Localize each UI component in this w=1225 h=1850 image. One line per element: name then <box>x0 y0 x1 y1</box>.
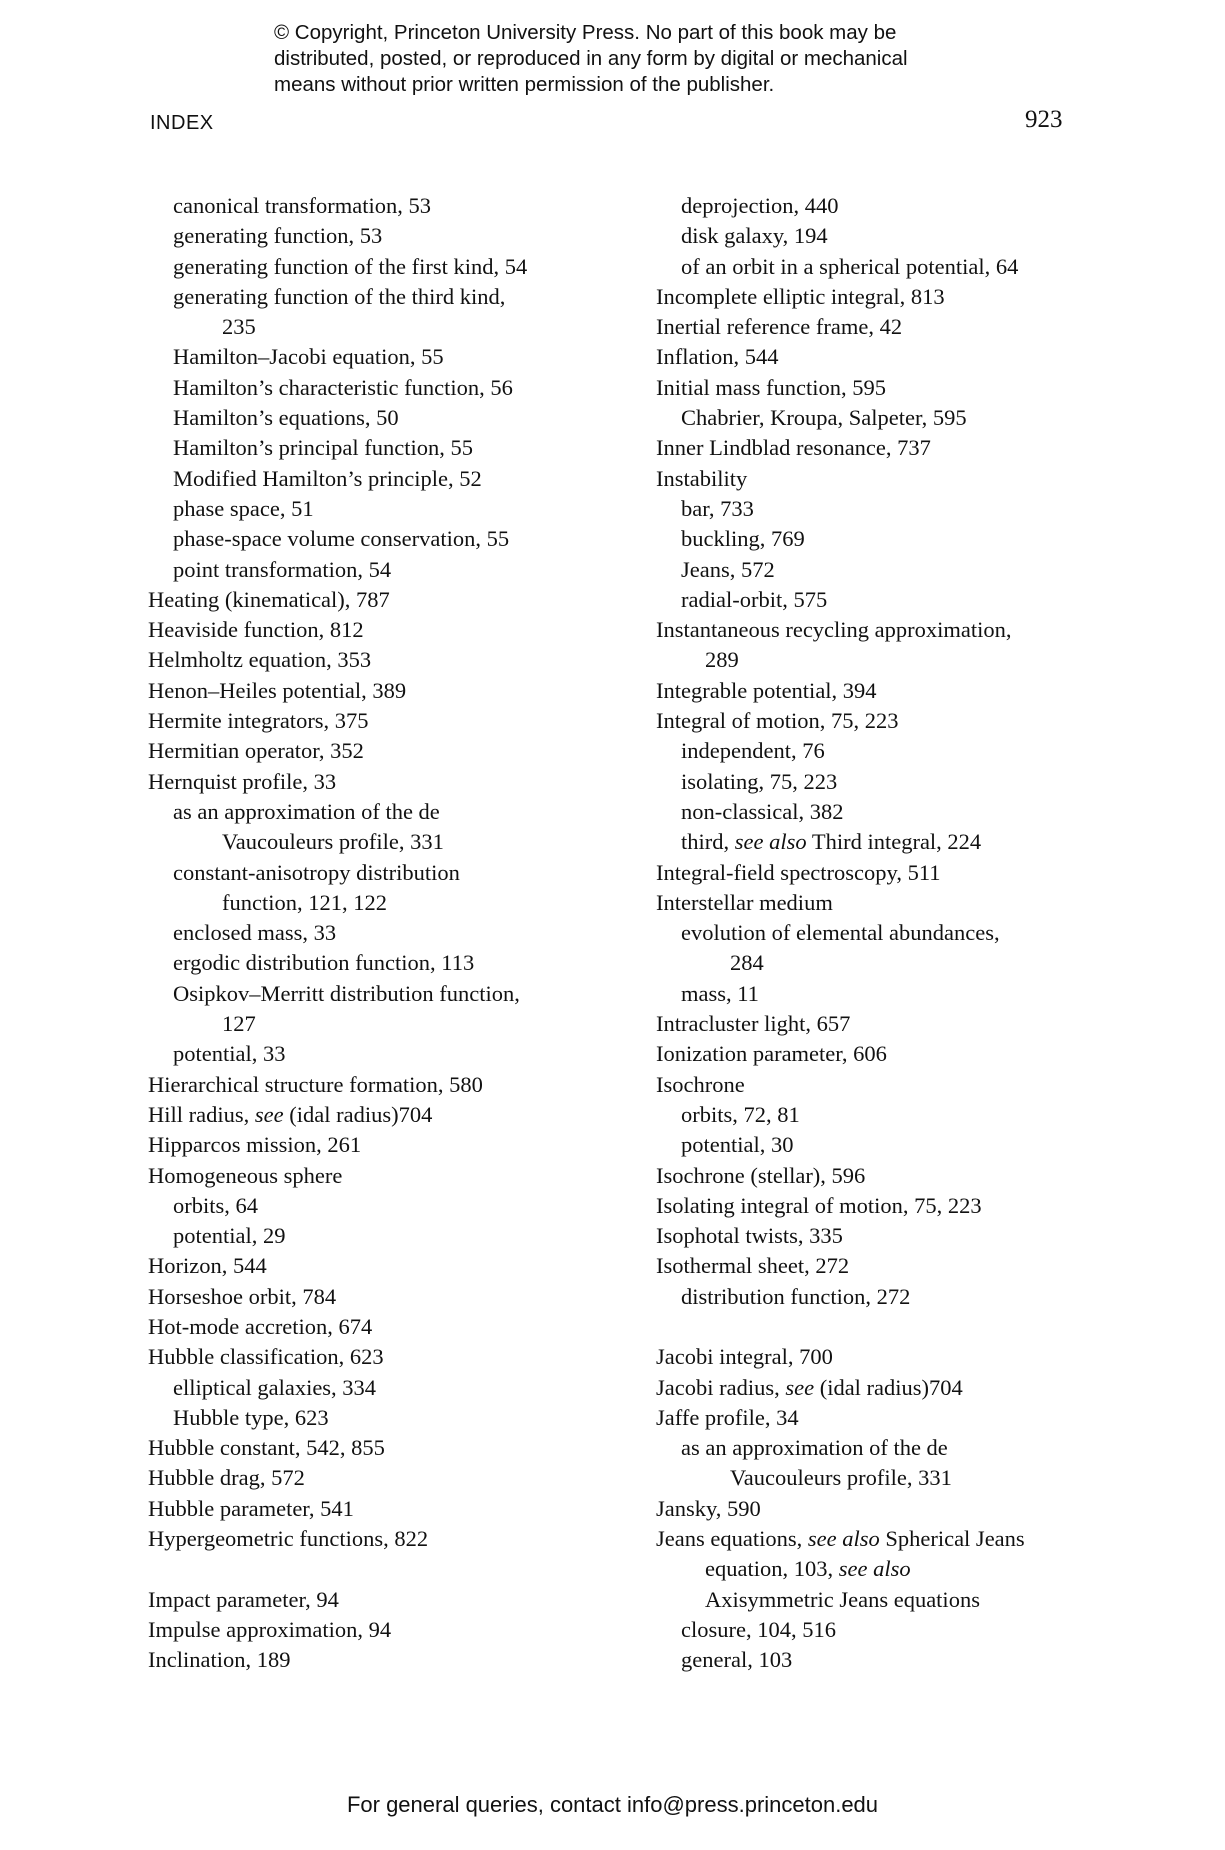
index-subentry <box>656 827 1096 857</box>
index-subentry <box>656 1282 1096 1312</box>
index-entry <box>656 1251 1096 1281</box>
entry-text: Inclination, 189 <box>148 1647 291 1673</box>
entry-text: Jansky, 590 <box>656 1495 761 1521</box>
entry-text: Intracluster light, 657 <box>656 1011 851 1037</box>
index-entry <box>656 676 1096 706</box>
index-entry <box>148 1100 618 1130</box>
index-subentry <box>656 494 1096 524</box>
index-subentry <box>148 464 618 494</box>
letter-group-gap <box>656 1312 1096 1342</box>
entry-text: Hill radius, <box>148 1101 255 1127</box>
index-entry <box>148 1463 618 1493</box>
entry-text: Hamilton’s characteristic function, 56 <box>173 374 513 400</box>
index-entry <box>656 1524 1096 1615</box>
entry-text: (idal radius)704 <box>814 1374 963 1400</box>
index-subentry <box>148 221 618 251</box>
index-entry <box>656 1161 1096 1191</box>
index-entry <box>656 1039 1096 1069</box>
entry-text: Impulse approximation, 94 <box>148 1616 392 1642</box>
entry-text: closure, 104, 516 <box>681 1616 836 1642</box>
entry-text: as an approximation of the de <box>681 1435 948 1461</box>
entry-text: Jeans equations, <box>656 1526 808 1552</box>
index-entry <box>656 858 1096 888</box>
entry-text: Henon–Heiles potential, 389 <box>148 677 407 703</box>
entry-text: isolating, 75, 223 <box>681 768 838 794</box>
entry-continuation: 235 <box>222 314 256 340</box>
entry-text: Hierarchical structure formation, 580 <box>148 1071 483 1097</box>
index-subentry <box>148 858 618 919</box>
see-reference: see also <box>734 829 807 855</box>
index-entry <box>656 282 1096 312</box>
index-subentry <box>148 1373 618 1403</box>
entry-text: Horizon, 544 <box>148 1253 267 1279</box>
index-subentry <box>148 1191 618 1221</box>
index-entry <box>656 1494 1096 1524</box>
entry-text: enclosed mass, 33 <box>173 920 337 946</box>
index-entry <box>148 1251 618 1281</box>
entry-text: Jacobi integral, 700 <box>656 1344 833 1370</box>
index-subentry <box>148 979 618 1040</box>
entry-text: Inertial reference frame, 42 <box>656 314 903 340</box>
index-entry <box>656 888 1096 918</box>
index-subentry <box>656 403 1096 433</box>
entry-text: Integral of motion, 75, 223 <box>656 708 899 734</box>
entry-text: orbits, 64 <box>173 1192 259 1218</box>
entry-continuation: Vaucouleurs profile, 331 <box>730 1465 952 1491</box>
entry-text: general, 103 <box>681 1647 793 1673</box>
index-entry <box>656 373 1096 403</box>
index-subentry <box>148 948 618 978</box>
index-subentry <box>656 1130 1096 1160</box>
index-entry <box>148 1282 618 1312</box>
index-subentry <box>148 342 618 372</box>
entry-text: deprojection, 440 <box>681 193 839 218</box>
entry-text: non-classical, 382 <box>681 798 844 824</box>
entry-text: Isothermal sheet, 272 <box>656 1253 850 1279</box>
entry-text: buckling, 769 <box>681 526 805 552</box>
entry-continuation: 127 <box>222 1011 256 1037</box>
entry-text: Hubble classification, 623 <box>148 1344 384 1370</box>
copyright-line: distributed, posted, or reproduced in any form by digital or mechanical <box>274 47 908 70</box>
entry-text: disk galaxy, 194 <box>681 223 828 249</box>
index-entry <box>656 342 1096 372</box>
index-entry <box>148 1161 618 1191</box>
entry-text: evolution of elemental abundances, <box>681 920 1000 946</box>
index-column-left <box>148 191 618 1676</box>
index-entry <box>148 767 618 797</box>
footer-contact: For general queries, contact info@press.princeton.edu <box>346 1792 879 1817</box>
running-head: INDEX <box>150 112 214 134</box>
entry-text: Isolating integral of motion, 75, 223 <box>656 1192 982 1218</box>
entry-text: potential, 30 <box>681 1132 794 1158</box>
entry-text: Integral-field spectroscopy, 511 <box>656 859 941 885</box>
index-subentry <box>656 736 1096 766</box>
index-subentry <box>148 282 618 343</box>
entry-text: Isochrone <box>656 1071 745 1097</box>
entry-text: Hamilton’s equations, 50 <box>173 405 399 431</box>
entry-text: generating function of the first kind, 54 <box>173 253 528 279</box>
index-subentry <box>656 191 1096 221</box>
index-subentry <box>656 555 1096 585</box>
entry-text: Ionization parameter, 606 <box>656 1041 887 1067</box>
letter-group-gap <box>148 1554 618 1584</box>
index-subentry <box>148 494 618 524</box>
index-entry <box>148 615 618 645</box>
entry-text: constant-anisotropy distribution <box>173 859 460 885</box>
index-subentry <box>148 555 618 585</box>
entry-text: Inner Lindblad resonance, 737 <box>656 435 931 461</box>
entry-text: point transformation, 54 <box>173 556 392 582</box>
see-reference: see also <box>838 1556 911 1582</box>
entry-text: Instantaneous recycling approximation, <box>656 617 1012 643</box>
entry-text: bar, 733 <box>681 495 754 521</box>
index-entry <box>656 1221 1096 1251</box>
entry-continuation: Vaucouleurs profile, 331 <box>222 829 444 855</box>
entry-text: ergodic distribution function, 113 <box>173 950 475 976</box>
index-column-right <box>656 191 1096 1676</box>
entry-text: Spherical Jeans <box>879 1526 1025 1552</box>
entry-continuation <box>656 1554 1096 1584</box>
index-subentry <box>656 252 1096 282</box>
entry-text: Homogeneous sphere <box>148 1162 343 1188</box>
index-subentry <box>148 373 618 403</box>
entry-text: Third integral, 224 <box>806 829 982 855</box>
index-subentry <box>148 797 618 858</box>
index-subentry <box>148 1403 618 1433</box>
entry-text: Hot-mode accretion, 674 <box>148 1313 373 1339</box>
index-entry <box>148 1342 618 1372</box>
entry-continuation: Axisymmetric Jeans equations <box>705 1586 980 1612</box>
entry-text: phase space, 51 <box>173 495 314 521</box>
index-entry <box>656 1373 1096 1403</box>
index-subentry <box>148 918 618 948</box>
page-number: 923 <box>1025 106 1063 133</box>
entry-text: orbits, 72, 81 <box>681 1101 800 1127</box>
index-entry <box>148 1433 618 1463</box>
index-subentry <box>148 252 618 282</box>
entry-text: third, <box>681 829 735 855</box>
index-entry <box>148 676 618 706</box>
index-entry <box>148 706 618 736</box>
index-entry <box>656 1403 1096 1433</box>
entry-continuation: 284 <box>730 950 764 976</box>
entry-text: Impact parameter, 94 <box>148 1586 339 1612</box>
entry-text: (idal radius)704 <box>283 1101 433 1127</box>
copyright-line: © Copyright, Princeton University Press. No part of this book may be <box>274 21 897 44</box>
index-subentry <box>656 767 1096 797</box>
entry-text: as an approximation of the de <box>173 798 440 824</box>
index-entry <box>148 1312 618 1342</box>
index-entry <box>148 736 618 766</box>
index-subentry <box>656 1100 1096 1130</box>
entry-text: elliptical galaxies, 334 <box>173 1374 377 1400</box>
entry-text: potential, 33 <box>173 1041 286 1067</box>
index-subentry <box>656 1615 1096 1645</box>
index-entry <box>656 1070 1096 1100</box>
entry-text: Hubble type, 623 <box>173 1404 329 1430</box>
index-subentry <box>148 191 618 221</box>
index-subentry <box>656 1645 1096 1675</box>
index-subentry <box>656 979 1096 1009</box>
index-entry <box>656 464 1096 494</box>
entry-continuation: function, 121, 122 <box>222 889 387 915</box>
entry-text: of an orbit in a spherical potential, 64 <box>681 253 1019 279</box>
entry-text: distribution function, 272 <box>681 1283 911 1309</box>
copyright-notice <box>274 20 974 98</box>
index-entry <box>656 312 1096 342</box>
index-entry <box>656 1342 1096 1372</box>
entry-text: equation, 103, <box>705 1556 839 1582</box>
index-subentry <box>656 1433 1096 1494</box>
index-entry <box>656 1009 1096 1039</box>
index-entry <box>148 1070 618 1100</box>
index-subentry <box>656 221 1096 251</box>
entry-text: Hipparcos mission, 261 <box>148 1132 362 1158</box>
entry-text: Hernquist profile, 33 <box>148 768 337 794</box>
entry-text: Isophotal twists, 335 <box>656 1223 843 1249</box>
entry-text: Jeans, 572 <box>681 556 775 582</box>
entry-text: Jacobi radius, <box>656 1374 786 1400</box>
entry-text: Interstellar medium <box>656 889 833 915</box>
entry-text: canonical transformation, 53 <box>173 193 432 218</box>
entry-text: Hamilton’s principal function, 55 <box>173 435 473 461</box>
entry-text: Hermite integrators, 375 <box>148 708 369 734</box>
index-entry <box>148 1130 618 1160</box>
entry-text: Isochrone (stellar), 596 <box>656 1162 866 1188</box>
index-entry <box>148 1494 618 1524</box>
entry-text: Chabrier, Kroupa, Salpeter, 595 <box>681 405 967 431</box>
index-entry <box>656 1191 1096 1221</box>
index-entry <box>656 615 1096 676</box>
entry-text: Heaviside function, 812 <box>148 617 364 643</box>
index-subentry <box>656 918 1096 979</box>
entry-text: generating function of the third kind, <box>173 283 506 309</box>
index-entry <box>148 645 618 675</box>
index-entry <box>148 1524 618 1554</box>
entry-text: Osipkov–Merritt distribution function, <box>173 980 520 1006</box>
index-entry <box>148 1615 618 1645</box>
entry-text: generating function, 53 <box>173 223 383 249</box>
entry-text: Inflation, 544 <box>656 344 779 370</box>
entry-text: Hamilton–Jacobi equation, 55 <box>173 344 444 370</box>
entry-text: independent, 76 <box>681 738 825 764</box>
entry-text: Modified Hamilton’s principle, 52 <box>173 465 482 491</box>
index-subentry <box>148 1039 618 1069</box>
entry-text: Incomplete elliptic integral, 813 <box>656 283 945 309</box>
see-reference: see also <box>807 1526 880 1552</box>
copyright-line: means without prior written permission of the publisher. <box>274 73 775 96</box>
entry-text: Initial mass function, 595 <box>656 374 886 400</box>
see-reference: see <box>254 1101 284 1127</box>
entry-text: Hubble drag, 572 <box>148 1465 305 1491</box>
entry-text: Hermitian operator, 352 <box>148 738 364 764</box>
index-subentry <box>656 524 1096 554</box>
index-entry <box>656 433 1096 463</box>
index-subentry <box>148 524 618 554</box>
entry-text: phase-space volume conservation, 55 <box>173 526 510 552</box>
entry-text: mass, 11 <box>681 980 759 1006</box>
entry-continuation: 289 <box>705 647 739 673</box>
index-subentry <box>148 433 618 463</box>
index-entry <box>148 1645 618 1675</box>
index-entry <box>656 706 1096 736</box>
entry-text: Hypergeometric functions, 822 <box>148 1526 429 1552</box>
see-reference: see <box>785 1374 815 1400</box>
index-subentry <box>148 1221 618 1251</box>
entry-text: Helmholtz equation, 353 <box>148 647 372 673</box>
index-subentry <box>656 585 1096 615</box>
entry-text: Instability <box>656 465 748 491</box>
entry-text: Jaffe profile, 34 <box>656 1404 799 1430</box>
entry-text: radial-orbit, 575 <box>681 586 828 612</box>
entry-text: potential, 29 <box>173 1223 286 1249</box>
index-subentry <box>656 797 1096 827</box>
index-entry <box>148 585 618 615</box>
entry-text: Heating (kinematical), 787 <box>148 586 390 612</box>
entry-text: Integrable potential, 394 <box>656 677 877 703</box>
entry-text: Horseshoe orbit, 784 <box>148 1283 337 1309</box>
index-subentry <box>148 403 618 433</box>
entry-text: Hubble parameter, 541 <box>148 1495 354 1521</box>
index-entry <box>148 1585 618 1615</box>
entry-text: Hubble constant, 542, 855 <box>148 1435 385 1461</box>
